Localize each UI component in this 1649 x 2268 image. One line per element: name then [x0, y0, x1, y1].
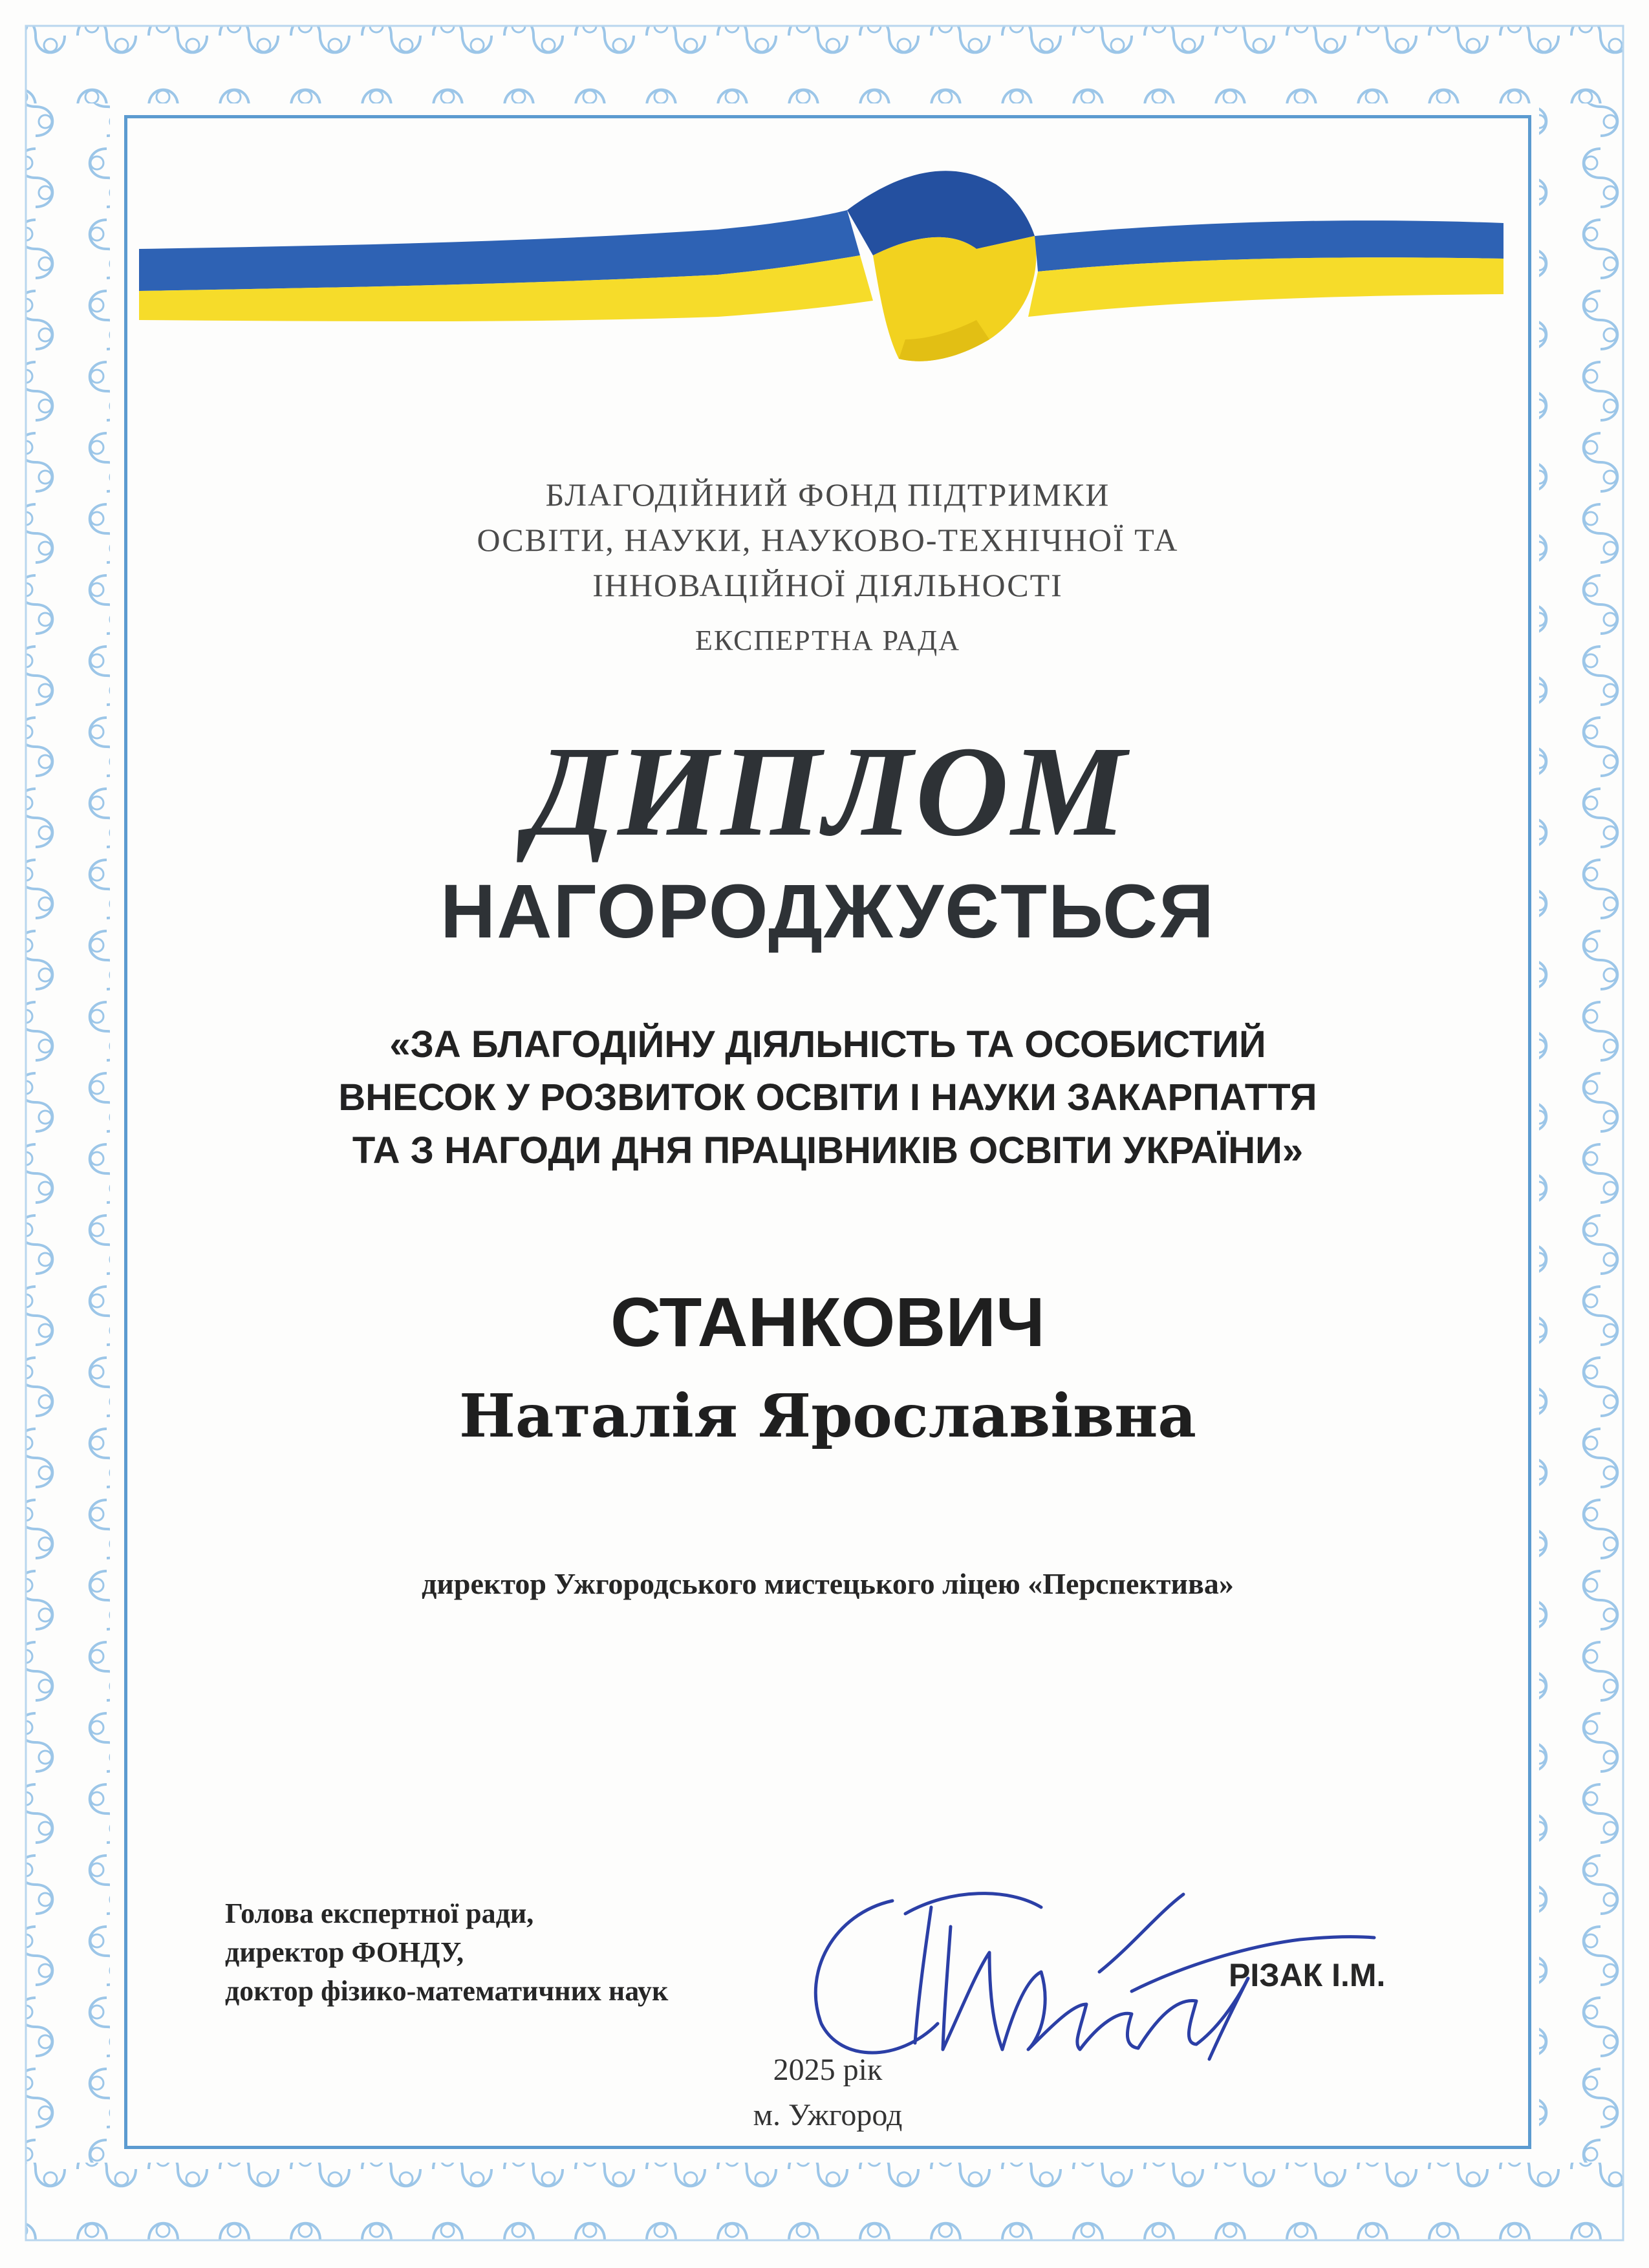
- ukrainian-flag-ribbon: [136, 145, 1507, 417]
- reason-line-3: ТА З НАГОДИ ДНЯ ПРАЦІВНИКІВ ОСВІТИ УКРАЇНИ»: [352, 1129, 1304, 1171]
- recipient-surname: СТАНКОВИЧ: [610, 1283, 1045, 1361]
- signatory-role: [225, 1894, 668, 2011]
- organization-name: [124, 472, 1531, 608]
- expert-council-label: ЕКСПЕРТНА РАДА: [695, 625, 960, 656]
- recipient-position: директор Ужгородського мистецького ліцею «Перспектива»: [422, 1567, 1234, 1600]
- issue-year: 2025 рік: [773, 2053, 883, 2087]
- reason-line-2: ВНЕСОК У РОЗВИТОК ОСВІТИ І НАУКИ ЗАКАРПАТТЯ: [338, 1076, 1317, 1118]
- awarded-label: НАГОРОДЖУЄТЬСЯ: [440, 869, 1215, 954]
- award-reason: [124, 1018, 1531, 1177]
- signatory-role-line-1: Голова експертної ради,: [225, 1898, 534, 1929]
- reason-line-1: «ЗА БЛАГОДІЙНУ ДІЯЛЬНІСТЬ ТА ОСОБИСТИЙ: [389, 1023, 1266, 1065]
- signatory-name: РІЗАК І.М.: [1229, 1957, 1386, 1993]
- signatory-role-line-2: директор ФОНДУ,: [225, 1936, 464, 1968]
- org-line-1: БЛАГОДІЙНИЙ ФОНД ПІДТРИМКИ: [545, 476, 1110, 513]
- signatory-role-line-3: доктор фізико-математичних наук: [225, 1975, 669, 2007]
- org-line-2: ОСВІТИ, НАУКИ, НАУКОВО-ТЕХНІЧНОЇ ТА: [477, 522, 1179, 558]
- org-line-3: ІННОВАЦІЙНОЇ ДІЯЛЬНОСТІ: [592, 567, 1063, 603]
- recipient-given-names: Наталія Ярославівна: [458, 1381, 1197, 1451]
- diploma-title: ДИПЛОМ: [526, 720, 1129, 863]
- issue-city: м. Ужгород: [753, 2098, 903, 2132]
